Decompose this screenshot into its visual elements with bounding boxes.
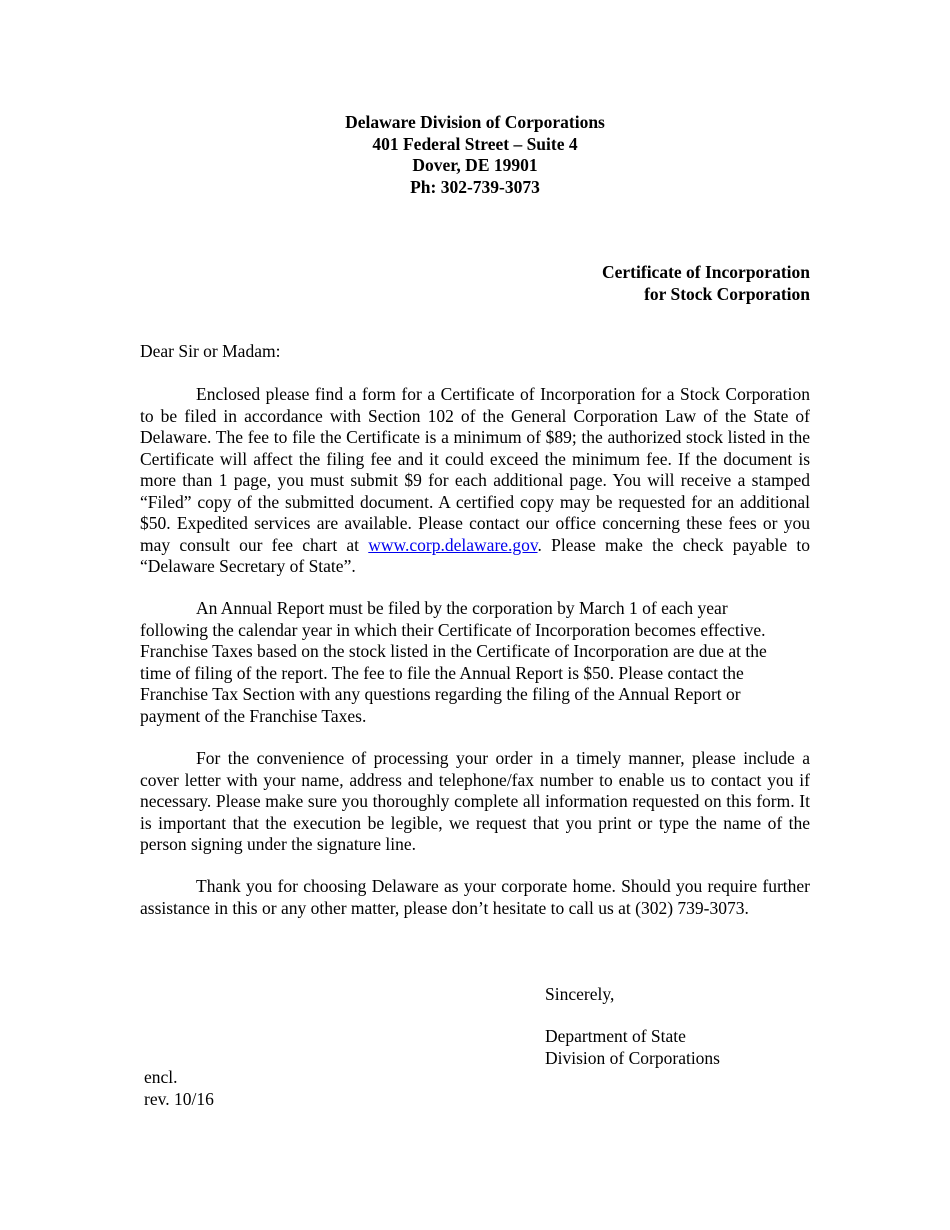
letterhead-city: Dover, DE 19901 [412, 155, 538, 175]
letterhead-org: Delaware Division of Corporations [345, 112, 605, 132]
paragraph2-line: following the calendar year in which their Certificate of Incorporation becomes effective. [140, 619, 766, 640]
subject-line-1: Certificate of Incorporation [602, 262, 810, 282]
letterhead-phone: Ph: 302-739-3073 [410, 176, 540, 197]
paragraph2-line: Franchise Tax Section with any questions regarding the filing of the Annual Report or [140, 684, 741, 704]
paragraph1-text-start: Enclosed please find a form for a Certificate of Incorporation for a Stock Corporation to be filed in accordance with Section 102 of the General Corporation Law of the State of Delaware. The fee to file the Certificate is a minimum of $89; the authorized stock listed in the Certificate will affect the filing fee and it could exceed the minimum fee. If the document is more than 1 page, you must submit $9 for each additional page. You will receive a stamped “Filed” copy of the submitted document. A certified copy may be requested for an additional $50. Expedited services are available. Please contact our office concerning these fees or you may consult our fee chart at [140, 384, 810, 555]
revision-note: rev. 10/16 [144, 1088, 214, 1109]
paragraph2-line: Franchise Taxes based on the stock listed in the Certificate of Incorporation are due at the [140, 641, 767, 661]
paragraph2-line: payment of the Franchise Taxes. [140, 705, 367, 726]
footer-notes [144, 1067, 214, 1110]
paragraph-thank-you: Thank you for choosing Delaware as your corporate home. Should you require further assistance in this or any other matter, please don’t hesitate to call us at (302) 739-3073. [140, 876, 810, 918]
signature-division: Division of Corporations [545, 1047, 720, 1068]
salutation: Dear Sir or Madam: [140, 341, 281, 361]
subject-line-2: for Stock Corporation [644, 283, 810, 304]
subject-heading [602, 262, 810, 305]
letterhead [0, 112, 950, 198]
paragraph1-text-end: . Please make the check payable to “Delaware Secretary of State”. [140, 534, 810, 576]
signature-block [545, 1026, 720, 1069]
signature-dept: Department of State [545, 1026, 686, 1046]
paragraph-filing-instructions [140, 384, 810, 578]
paragraph-cover-letter: For the convenience of processing your order in a timely manner, please include a cover letter with your name, address and telephone/fax number to enable us to contact you if necessary. Please make sure you thoroughly complete all information requested on this form. It is important that the execution be legible, we request that you print or type the name of the person signing under the signature line. [140, 748, 810, 854]
fee-chart-link[interactable]: www.corp.delaware.gov [368, 534, 538, 555]
closing-sincerely: Sincerely, [545, 984, 615, 1004]
enclosure-note: encl. [144, 1067, 178, 1087]
letterhead-address: 401 Federal Street – Suite 4 [372, 133, 578, 154]
paragraph2-line: An Annual Report must be filed by the corporation by March 1 of each year [196, 598, 728, 618]
paragraph2-line: time of filing of the report. The fee to file the Annual Report is $50. Please contact the [140, 662, 744, 683]
paragraph-annual-report [140, 598, 810, 727]
